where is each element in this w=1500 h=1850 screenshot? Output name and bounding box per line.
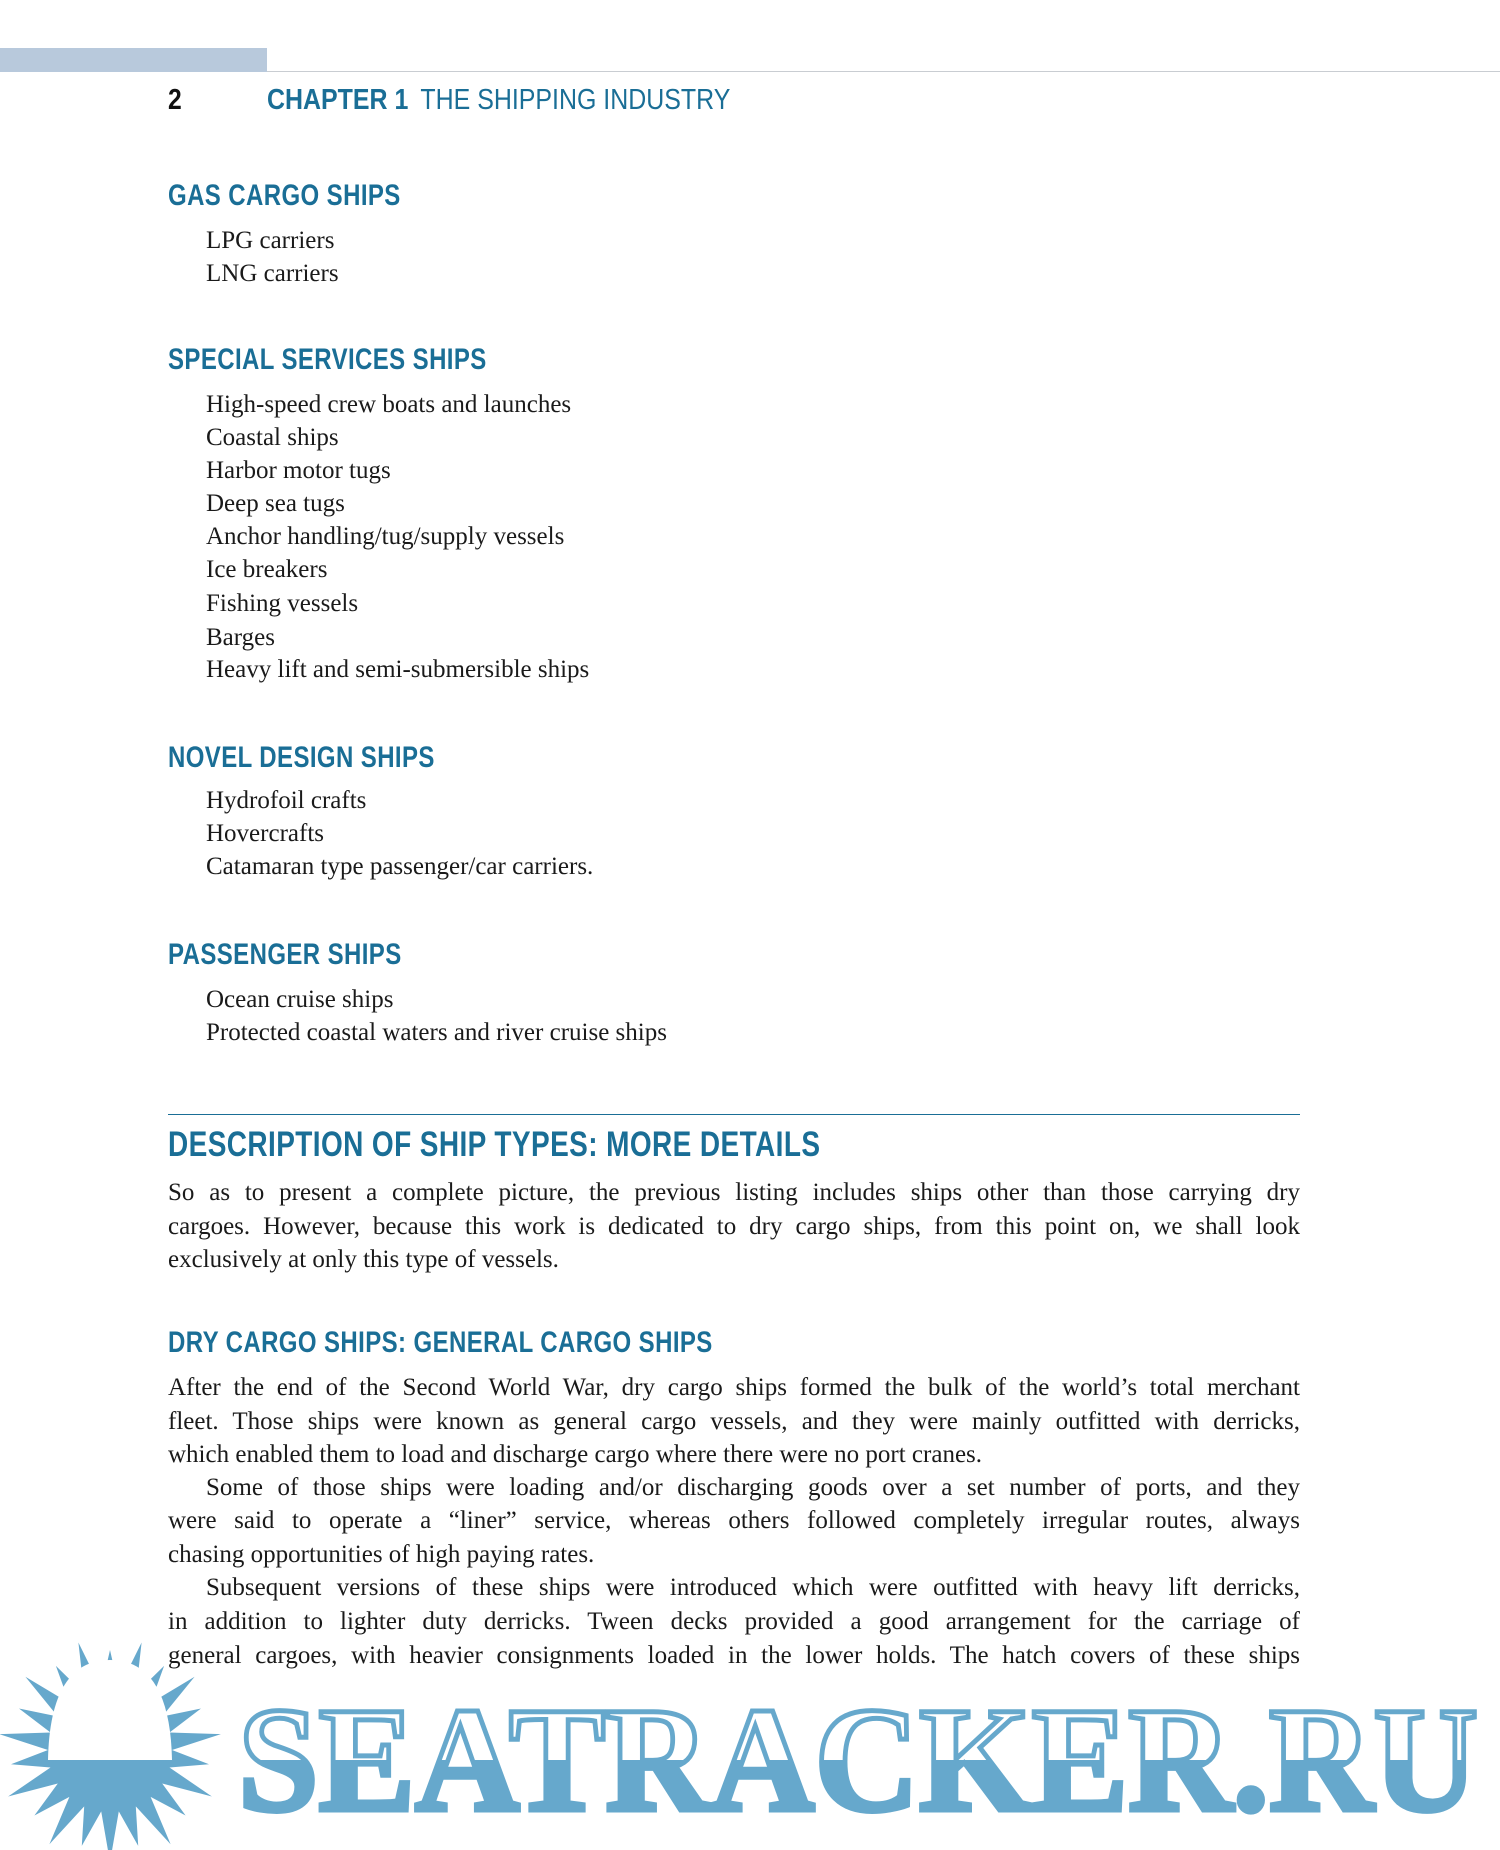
section-heading: SPECIAL SERVICES SHIPS	[168, 343, 487, 376]
list-item: Hydrofoil crafts	[206, 787, 367, 814]
paragraph-line: fleet. Those ships were known as general cargo vessels, and they were mainly outfitted with derricks,	[168, 1408, 1300, 1435]
list-item: Heavy lift and semi-submersible ships	[206, 656, 590, 683]
chapter-label: CHAPTER 1	[267, 84, 409, 116]
sun-logo-icon	[0, 1643, 221, 1850]
list-item: Ocean cruise ships	[206, 986, 394, 1013]
page-number: 2	[168, 84, 182, 116]
paragraph-line: Some of those ships were loading and/or discharging goods over a set number of ports, and they	[206, 1474, 1300, 1501]
paragraph-line: So as to present a complete picture, the previous listing includes ships other than those carrying dry	[168, 1179, 1300, 1206]
list-item: Harbor motor tugs	[206, 457, 391, 484]
list-item: LPG carriers	[206, 227, 335, 254]
list-item: Catamaran type passenger/car carriers.	[206, 853, 594, 880]
header-rule	[267, 71, 1500, 72]
watermark	[0, 1620, 1500, 1850]
section-divider	[168, 1114, 1300, 1115]
list-item: Deep sea tugs	[206, 490, 345, 517]
paragraph-line: in addition to lighter duty derricks. Tween decks provided a good arrangement for the carriage of	[168, 1608, 1300, 1635]
list-item: Barges	[206, 624, 275, 651]
list-item: Fishing vessels	[206, 590, 359, 617]
watermark-text: SEATRACKER.RU	[238, 1677, 1478, 1843]
list-item: Anchor handling/tug/supply vessels	[206, 523, 565, 550]
list-item: High-speed crew boats and launches	[206, 391, 572, 418]
paragraph-line: general cargoes, with heavier consignments loaded in the lower holds. The hatch covers of these ships	[168, 1642, 1300, 1669]
section-heading: NOVEL DESIGN SHIPS	[168, 741, 435, 774]
paragraph-line: exclusively at only this type of vessels.	[168, 1246, 559, 1273]
paragraph-line: Subsequent versions of these ships were introduced which were outfitted with heavy lift derricks,	[206, 1574, 1300, 1601]
paragraph-line: which enabled them to load and discharge cargo where there were no port cranes.	[168, 1441, 983, 1468]
running-header	[267, 84, 730, 117]
paragraph-line: chasing opportunities of high paying rates.	[168, 1541, 595, 1568]
section-heading: DESCRIPTION OF SHIP TYPES: MORE DETAILS	[168, 1125, 821, 1164]
list-item: LNG carriers	[206, 260, 339, 287]
paragraph-line: After the end of the Second World War, dry cargo ships formed the bulk of the world’s total merchant	[168, 1374, 1300, 1401]
list-item: Ice breakers	[206, 556, 328, 583]
paragraph-line: cargoes. However, because this work is dedicated to dry cargo ships, from this point on, we shall look	[168, 1213, 1300, 1240]
list-item: Hovercrafts	[206, 820, 324, 847]
section-heading: PASSENGER SHIPS	[168, 938, 402, 971]
section-heading: DRY CARGO SHIPS: GENERAL CARGO SHIPS	[168, 1326, 713, 1359]
list-item: Coastal ships	[206, 424, 339, 451]
paragraph-line: were said to operate a “liner” service, whereas others followed completely irregular routes, always	[168, 1507, 1300, 1534]
list-item: Protected coastal waters and river cruise ships	[206, 1019, 667, 1046]
chapter-title: THE SHIPPING INDUSTRY	[420, 84, 731, 116]
section-heading: GAS CARGO SHIPS	[168, 179, 401, 212]
header-accent-bar	[0, 48, 267, 72]
